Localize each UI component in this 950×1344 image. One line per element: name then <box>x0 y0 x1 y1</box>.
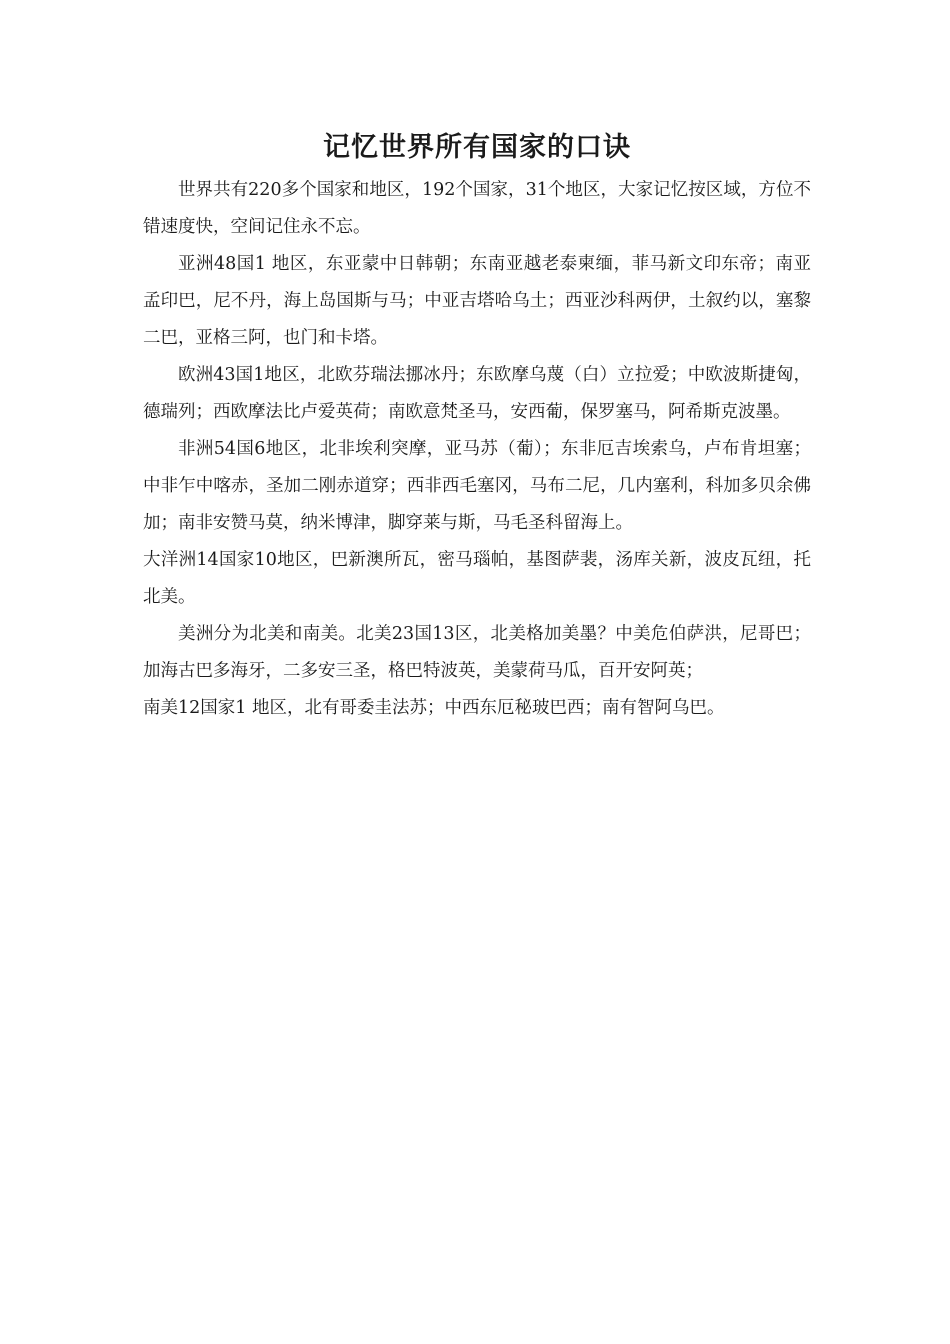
document-title: 记忆世界所有国家的口诀 <box>323 132 631 163</box>
paragraph-oceania: 大洋洲14国家10地区，巴新澳所瓦，密马瑙帕，基图萨裴，汤库关新，波皮瓦纽，托北美。 <box>143 550 811 607</box>
paragraph-asia: 亚洲48国1 地区，东亚蒙中日韩朝；东南亚越老泰柬缅，菲马新文印东帝；南亚孟印巴，尼不丹，海上岛国斯与马；中亚吉塔哈乌土；西亚沙科两伊，土叙约以，塞黎二巴，亚格三阿，也门和卡塔。 <box>143 254 811 348</box>
paragraph-intro: 世界共有220多个国家和地区，192个国家，31个地区，大家记忆按区域，方位不错速度快，空间记住永不忘。 <box>143 180 811 237</box>
paragraph-americas-south: 南美12国家1 地区，北有哥委圭法苏；中西东厄秘玻巴西；南有智阿乌巴。 <box>143 698 725 718</box>
paragraph-africa: 非洲54国6地区，北非埃利突摩，亚马苏（葡）；东非厄吉埃索乌，卢布肯坦塞；中非乍中喀赤，圣加二刚赤道穿；西非西毛塞冈，马布二尼，几内塞利，科加多贝余佛加；南非安赞马莫，纳米博津，脚穿莱与斯，马毛圣科留海上。 <box>143 439 811 533</box>
paragraph-americas-north: 美洲分为北美和南美。北美23国13区，北美格加美墨？中美危伯萨洪，尼哥巴；加海古巴多海牙，二多安三圣，格巴特波英，美蒙荷马瓜，百开安阿英； <box>143 624 811 681</box>
paragraph-europe: 欧洲43国1地区，北欧芬瑞法挪冰丹；东欧摩乌蔑（白）立拉爱；中欧波斯捷匈，德瑞列；西欧摩法比卢爱英荷；南欧意梵圣马，安西葡，保罗塞马，阿希斯克波墨。 <box>143 365 811 422</box>
document-body <box>143 128 811 727</box>
